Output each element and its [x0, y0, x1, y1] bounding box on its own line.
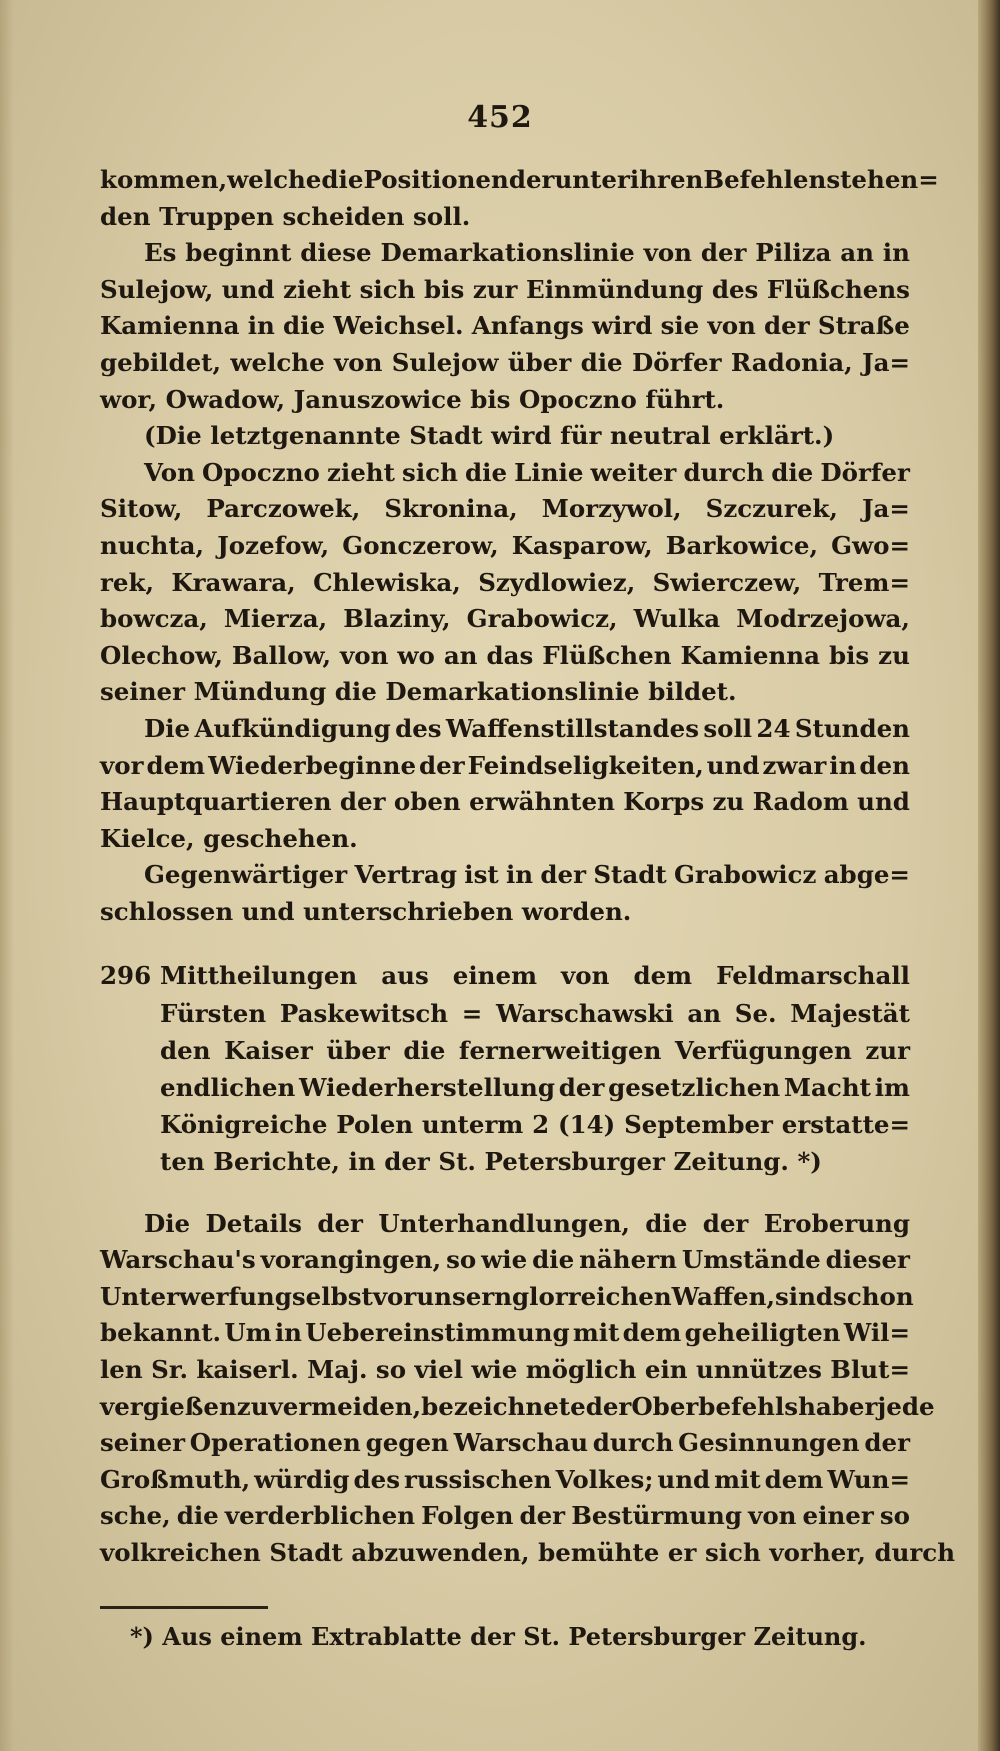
paragraph-5	[100, 711, 910, 857]
text-line: Unterwerfung selbst vor unsern glorreichen Waffen, sind schon	[100, 1281, 914, 1311]
heading-line: den Kaiser über die fernerweitigen Verfügungen zur	[100, 1033, 910, 1070]
text-line: Kamienna in die Weichsel. Anfangs wird sie von der Straße	[100, 311, 910, 341]
page-right-edge	[978, 0, 1000, 1751]
paragraph-1	[100, 162, 939, 235]
text-line: gebildet, welche von Sulejow über die Dörfer Radonia, Ja=	[100, 347, 910, 377]
text-line: schlossen und unterschrieben worden.	[100, 896, 632, 926]
section-heading	[100, 958, 910, 1181]
body-text	[100, 162, 956, 1572]
text-line: nuchta, Jozefow, Gonczerow, Kasparow, Barkowice, Gwo=	[100, 530, 910, 560]
section-number	[100, 1070, 160, 1107]
text-line: sche, die verderblichen Folgen der Bestürmung von einer so	[100, 1501, 910, 1531]
text-line: Sitow, Parczowek, Skronina, Morzywol, Szczurek, Ja=	[100, 494, 910, 524]
heading-line: endlichen Wiederherstellung der gesetzlichen Macht im	[100, 1070, 910, 1107]
section-number	[100, 1107, 160, 1144]
text-line: rek, Krawara, Chlewiska, Szydlowiez, Swierczew, Trem=	[100, 567, 910, 597]
text-line: Sulejow, und zieht sich bis zur Einmündung des Flüßchens	[100, 274, 910, 304]
text-line: wor, Owadow, Januszowice bis Opoczno führt.	[100, 384, 725, 414]
footnote-rule	[100, 1606, 268, 1609]
paragraph-6	[100, 857, 910, 930]
section-number	[100, 996, 160, 1033]
text-line: (Die letztgenannte Stadt wird für neutral erklärt.)	[144, 421, 835, 451]
paragraph-4	[100, 455, 910, 711]
paragraph-3	[100, 418, 910, 455]
text-line: Warschau's vorangingen, so wie die nähern Umstände dieser	[100, 1245, 910, 1275]
text-line: bowcza, Mierza, Blaziny, Grabowicz, Wulka Modrzejowa,	[100, 604, 910, 634]
section-number	[100, 1033, 160, 1070]
page-left-edge	[0, 0, 14, 1751]
text-line: Kielce, geschehen.	[100, 823, 358, 853]
text-line: vergießen zu vermeiden, bezeichnete der Oberbefehlshaber jede	[100, 1391, 935, 1421]
text-line: kommen, welche die Positionen der unter ihren Befehlen stehen=	[100, 165, 939, 194]
text-line: len Sr. kaiserl. Maj. so viel wie möglich ein unnützes Blut=	[100, 1354, 910, 1384]
text-line: vor dem Wiederbeginne der Feindseligkeiten, und zwar in den	[100, 750, 910, 780]
text-line: volkreichen Stadt abzuwenden, bemühte er sich vorher, durch	[100, 1537, 956, 1567]
heading-line: 296 Mittheilungen aus einem von dem Feldmarschall	[100, 958, 910, 995]
text-line: Hauptquartieren der oben erwähnten Korps zu Radom und	[100, 787, 910, 817]
footnote: *) Aus einem Extrablatte der St. Petersburger Zeitung.	[130, 1622, 867, 1651]
text-line: seiner Operationen gegen Warschau durch Gesinnungen der	[100, 1428, 910, 1458]
text-line: Großmuth, würdig des russischen Volkes; und mit dem Wun=	[100, 1464, 910, 1494]
text-line: Die Aufkündigung des Waffenstillstandes soll 24 Stunden	[144, 713, 910, 743]
text-line: Von Opoczno zieht sich die Linie weiter durch die Dörfer	[144, 457, 910, 487]
text-line: Olechow, Ballow, von wo an das Flüßchen Kamienna bis zu	[100, 640, 910, 670]
paragraph-7	[100, 1206, 956, 1572]
text-line: seiner Mündung die Demarkationslinie bildet.	[100, 677, 737, 707]
text-line: den Truppen scheiden soll.	[100, 201, 471, 231]
heading-line: Fürsten Paskewitsch = Warschawski an Se. Majestät	[100, 996, 910, 1033]
page-number: 452	[467, 100, 533, 135]
text-line: Es beginnt diese Demarkationslinie von der Piliza an in	[144, 238, 910, 268]
paragraph-2	[100, 235, 910, 418]
heading-line: ten Berichte, in der St. Petersburger Zeitung. *)	[100, 1144, 910, 1181]
text-line: bekannt. Um in Uebereinstimmung mit dem geheiligten Wil=	[100, 1318, 910, 1348]
heading-line: Königreiche Polen unterm 2 (14) September erstatte=	[100, 1107, 910, 1144]
text-line: Gegenwärtiger Vertrag ist in der Stadt Grabowicz abge=	[144, 860, 910, 890]
text-line: Die Details der Unterhandlungen, die der Eroberung	[144, 1208, 910, 1238]
section-number: 296	[100, 961, 152, 991]
section-number	[100, 1144, 160, 1181]
